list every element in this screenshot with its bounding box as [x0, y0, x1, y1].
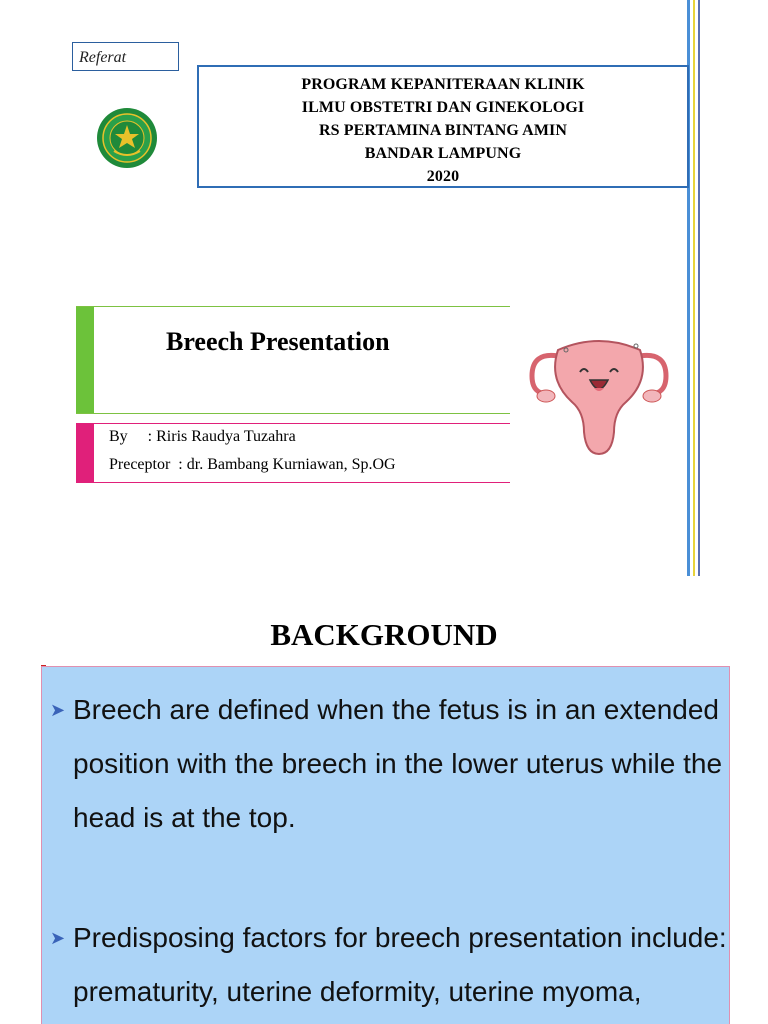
referat-label: Referat: [72, 42, 179, 71]
author-name: By : Riris Raudya Tuzahra: [109, 428, 296, 445]
vertical-line-yellow: [693, 0, 695, 576]
vertical-line-indigo: [698, 0, 700, 576]
bullet-text: Predisposing factors for breech presentation include: prematurity, uterine deformity, uterine myoma,: [73, 922, 727, 1007]
header-line-hospital: RS PERTAMINA BINTANG AMIN: [318, 122, 568, 139]
author-box: [76, 423, 510, 483]
title-box: [76, 306, 510, 414]
bullet-arrow-icon: ➤: [50, 700, 66, 720]
preceptor-name: Preceptor : dr. Bambang Kurniawan, Sp.OG: [109, 456, 396, 473]
bullet-text: Breech are defined when the fetus is in an extended position with the breech in the lower uterus while the head is at the top.: [73, 694, 723, 833]
author-accent-bar: [76, 424, 94, 482]
background-heading: BACKGROUND: [270, 617, 498, 652]
presentation-title: Breech Presentation: [166, 327, 390, 356]
cartoon-uterus-icon: [518, 330, 680, 460]
header-line-program: PROGRAM KEPANITERAAN KLINIK: [301, 76, 585, 93]
university-logo-icon: [96, 107, 158, 169]
background-content-box: [41, 666, 730, 1024]
header-line-year: 2020: [426, 168, 460, 185]
header-line-city: BANDAR LAMPUNG: [364, 145, 522, 162]
header-line-department: ILMU OBSTETRI DAN GINEKOLOGI: [301, 99, 585, 116]
title-accent-bar: [76, 307, 94, 413]
bullet-arrow-icon: ➤: [50, 928, 66, 948]
program-header-box: [197, 65, 689, 188]
